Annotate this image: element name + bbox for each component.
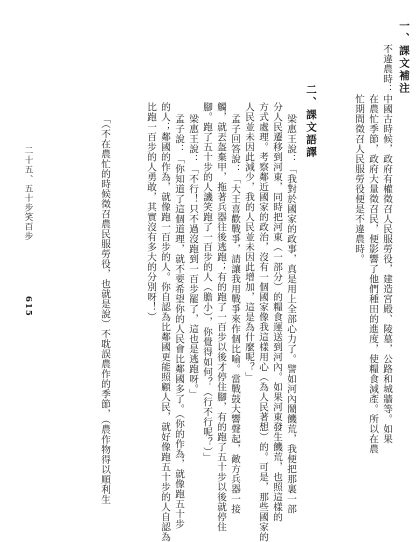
translation-line: 方式處理。考察鄰近國家的政治，沒有一個國家像我這樣用心（為人民著想）的。可是，那些國家的 [257,102,268,542]
translation-line: 的人；鄰國的作為，就像跑一百步的人。你自認為比鄰國更能照顧人民，就好像跑五十步的人自認為 [159,102,170,542]
translation-line: 孟子回答說：「大王喜歡戰爭，請讓我用戰爭來作個比喻。當戰鼓大響聲起，敵方兵器一接 [229,114,240,514]
notes-line: 不違農時：中國古時候，政府有權徵召人民服勞役，建造宮殿、陵墓，公路和城牆等。如果 [381,44,392,444]
section-heading-notes: 一、課文補注 [398,20,410,95]
translation-line: 分人民遷移到河東，同時把河東（一部分）的糧食運送到河內。如果河東發生饑荒，也照這樣的 [271,102,282,522]
translation-line: 孟子說：「你知道了這個道理，就不要希望你的人民會比鄰國多了。（你的作為，就像跑五十步 [173,114,184,530]
translation-line: 梁惠王說：「我對於國家的政事，真是用上全部心力了。譬如河內鬧饑荒，我便把那裏一部 [285,114,296,514]
page-number: 615 [23,296,33,317]
translation-line: 比跑一百步的人勇敢，其實沒有多大的分別呀！） [145,102,156,322]
translation-line: 「（不在農忙的時候徵召農民服勞役，也就是說）不耽誤農作的季節，（農作物得以順利生 [99,114,110,505]
notes-line: 在農忙季節，政府大量徵召民，便影響了他們種田的進度，使糧食減產。所以在農 [367,94,378,454]
translation-line: 人民並未因此減少，我的人民並未因此增加，這是為什麼呢？」 [243,102,254,382]
translation-line: 觸，就丟盔棄甲，拖著兵器往後逃跑；有的跑了一百步以後才停住腳，有的跑了五十步以後就停住 [215,102,226,532]
translation-line: 梁惠王說：「不行！只不過沒跑到一百步罷了，這也是逃跑呀。」 [187,114,198,400]
running-title: 二十五、五十步笑百步 [23,146,33,241]
notes-line: 忙期間徵召人民服勞役便是不違農時。 [353,94,364,264]
translation-line: 腳。跑了五十步的人譏笑跑了一百步的人（膽小），你覺得如何？（行不行呢？）」 [201,102,212,463]
section-heading-translation: 二、課文語譯 [305,84,317,159]
